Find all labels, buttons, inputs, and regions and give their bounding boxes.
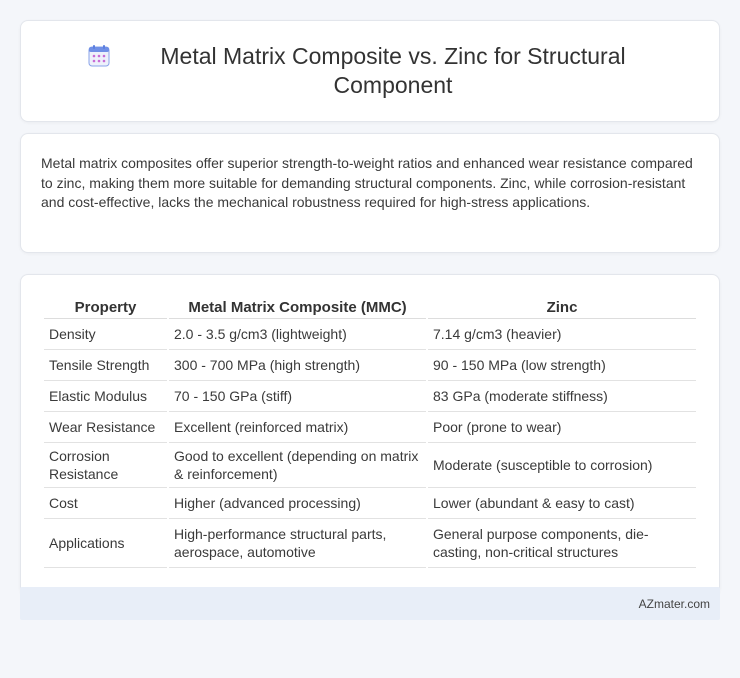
property-cell: Wear Resistance [44, 412, 167, 443]
mmc-cell: 2.0 - 3.5 g/cm3 (lightweight) [169, 319, 426, 350]
property-cell: Cost [44, 488, 167, 519]
summary-text: Metal matrix composites offer superior strength-to-weight ratios and enhanced wear resistance compared to zinc, making them more suitable for demanding structural components. Zinc, while corrosion-resistant and cost-effective, lacks the mechanical robustness required for high-stress applications. [41, 155, 693, 210]
summary-card [20, 133, 720, 253]
zinc-cell: Moderate (susceptible to corrosion) [428, 443, 696, 488]
mmc-cell: Good to excellent (depending on matrix & reinforcement) [169, 443, 426, 488]
zinc-cell: Lower (abundant & easy to cast) [428, 488, 696, 519]
property-cell: Density [44, 319, 167, 350]
zinc-cell: Poor (prone to wear) [428, 412, 696, 443]
mmc-cell: Higher (advanced processing) [169, 488, 426, 519]
property-cell: Corrosion Resistance [44, 443, 167, 488]
table-row [44, 443, 696, 488]
table-row [44, 488, 696, 519]
header-property: Property [44, 295, 167, 319]
table-row [44, 319, 696, 350]
calendar-icon [87, 44, 111, 68]
zinc-cell: 90 - 150 MPa (low strength) [428, 350, 696, 381]
zinc-cell: 7.14 g/cm3 (heavier) [428, 319, 696, 350]
property-cell: Elastic Modulus [44, 381, 167, 412]
mmc-cell: 70 - 150 GPa (stiff) [169, 381, 426, 412]
zinc-cell: General purpose components, die-casting, non-critical structures [428, 519, 696, 568]
table-row [44, 412, 696, 443]
table-row [44, 381, 696, 412]
footer-source-link[interactable]: AZmater.com [638, 596, 710, 611]
comparison-table-card [20, 274, 720, 596]
property-cell: Applications [44, 519, 167, 568]
header-card [20, 20, 720, 122]
mmc-cell: 300 - 700 MPa (high strength) [169, 350, 426, 381]
header-zinc: Zinc [428, 295, 696, 319]
table-row [44, 519, 696, 568]
header-mmc: Metal Matrix Composite (MMC) [169, 295, 426, 319]
property-cell: Tensile Strength [44, 350, 167, 381]
header [87, 42, 653, 100]
footer [20, 587, 720, 620]
zinc-cell: 83 GPa (moderate stiffness) [428, 381, 696, 412]
mmc-cell: High-performance structural parts, aerospace, automotive [169, 519, 426, 568]
table-row [44, 350, 696, 381]
comparison-table [42, 295, 698, 568]
page-title: Metal Matrix Composite vs. Zinc for Structural Component [160, 43, 626, 98]
table-header-row [44, 295, 696, 319]
mmc-cell: Excellent (reinforced matrix) [169, 412, 426, 443]
